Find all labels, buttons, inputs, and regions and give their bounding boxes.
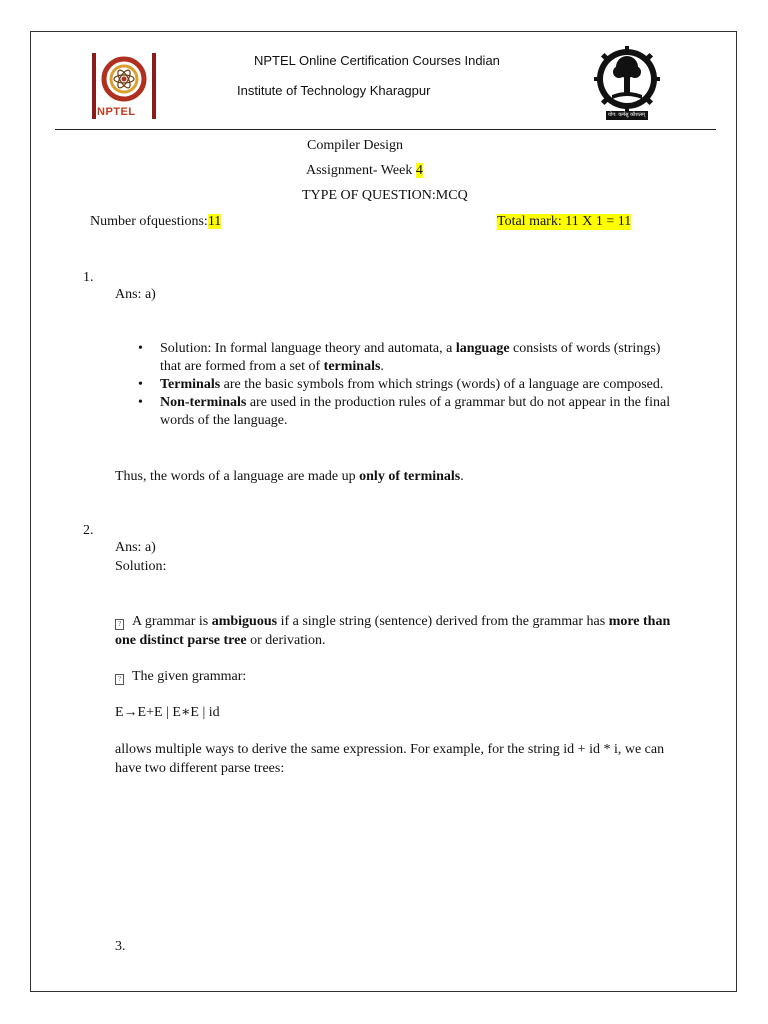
q1-b1-bold-terminals: terminals bbox=[323, 359, 381, 374]
q1-b3-bold: Non-terminals bbox=[160, 395, 247, 410]
nptel-logo bbox=[90, 51, 158, 121]
list-item bbox=[138, 376, 683, 394]
q2-p1-c: if a single string (sentence) derived from the grammar has bbox=[277, 614, 609, 629]
iit-kgp-logo bbox=[592, 45, 662, 123]
q1-number: 1. bbox=[83, 270, 94, 285]
q2-answer: Ans: a) bbox=[115, 540, 156, 555]
q2-p1-bold-ambiguous: ambiguous bbox=[211, 614, 278, 629]
num-questions bbox=[90, 214, 221, 230]
q2-p1-a: A grammar is bbox=[132, 614, 212, 629]
header-line2: Institute of Technology Kharagpur bbox=[237, 83, 431, 98]
course-title: Compiler Design bbox=[307, 138, 404, 153]
list-item bbox=[138, 394, 683, 430]
q1-b1-bold-language: language bbox=[455, 341, 510, 356]
q1-conclusion-bold: only of terminals bbox=[359, 469, 461, 484]
q1-b1-text-a: Solution: In formal language theory and automata, a bbox=[160, 341, 456, 356]
q2-grammar: E→E+E | E∗E | id bbox=[115, 705, 220, 720]
missing-glyph-icon: ? bbox=[115, 674, 124, 685]
week-number: 4 bbox=[415, 163, 423, 178]
q2-p1-bold-parse-tree: more than one distinct parse tree bbox=[115, 614, 671, 648]
q2-para-given-grammar bbox=[115, 667, 685, 686]
list-item bbox=[138, 340, 683, 376]
q2-p1-e: or derivation. bbox=[246, 633, 326, 648]
q1-conclusion bbox=[115, 467, 685, 486]
q1-conclusion-a: Thus, the words of a language are made up bbox=[115, 469, 360, 484]
assignment-title bbox=[306, 163, 423, 179]
q2-number: 2. bbox=[83, 523, 94, 538]
total-mark: Total mark: 11 X 1 = 11 bbox=[497, 214, 632, 229]
assignment-prefix: Assignment- Week bbox=[306, 163, 416, 178]
nptel-logo-text: NPTEL bbox=[97, 106, 136, 118]
q2-solution-label: Solution: bbox=[115, 559, 167, 574]
q2-p2-text: The given grammar: bbox=[132, 669, 247, 684]
question-type: TYPE OF QUESTION:MCQ bbox=[302, 188, 468, 203]
header-divider bbox=[55, 129, 716, 130]
num-questions-label: Number ofquestions: bbox=[90, 214, 208, 229]
q3-number: 3. bbox=[115, 939, 126, 954]
q2-para-ambiguous bbox=[115, 612, 685, 650]
q1-b1-text-c: consists of words (strings) that are formed from a set of bbox=[160, 341, 661, 374]
q1-b3-text: are used in the production rules of a grammar but do not appear in the final words of the language. bbox=[160, 395, 671, 428]
header-line1: NPTEL Online Certification Courses Indian bbox=[254, 53, 500, 68]
q1-solution-list bbox=[138, 340, 683, 430]
q1-b1-text-e: . bbox=[380, 359, 384, 374]
num-questions-value: 11 bbox=[207, 214, 222, 229]
iit-logo-motto: योग: कर्मसु कौशलम् bbox=[608, 112, 645, 118]
q2-para-example: allows multiple ways to derive the same expression. For example, for the string id + id * i, we can have two different parse trees: bbox=[115, 742, 665, 776]
missing-glyph-icon: ? bbox=[115, 619, 124, 630]
q1-answer: Ans: a) bbox=[115, 287, 156, 302]
q1-b2-text: are the basic symbols from which strings (words) of a language are composed. bbox=[220, 377, 664, 392]
q1-conclusion-c: . bbox=[460, 469, 464, 484]
q1-b2-bold: Terminals bbox=[160, 377, 221, 392]
